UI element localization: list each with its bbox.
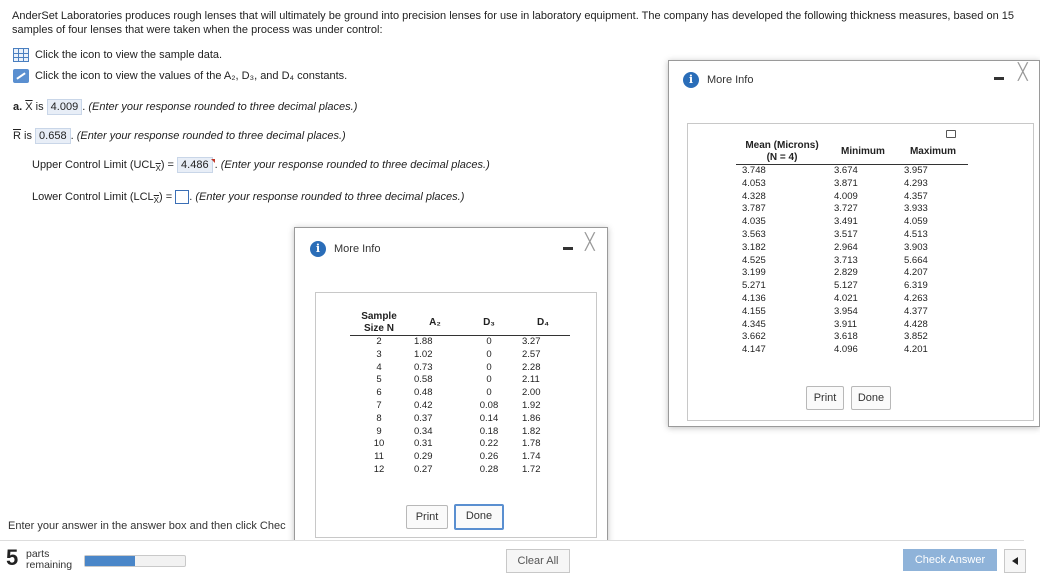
table-cell: 2.28 bbox=[522, 361, 541, 373]
sample-data-link-row[interactable] bbox=[13, 48, 222, 62]
table-icon[interactable] bbox=[13, 48, 29, 62]
table-cell: 1.86 bbox=[522, 412, 541, 424]
print-button[interactable]: Print bbox=[806, 386, 844, 410]
lcl-hint: (Enter your response rounded to three decimal places.) bbox=[195, 190, 465, 203]
sample-data-table bbox=[736, 140, 968, 357]
dialog-header bbox=[669, 63, 1039, 97]
table-cell: 4.136 bbox=[742, 292, 766, 304]
table-cell: 3.563 bbox=[742, 228, 766, 240]
error-marker-icon bbox=[211, 159, 215, 163]
table-cell: 4.009 bbox=[834, 190, 858, 202]
question-ucl: Upper Control Limit $(UCL_{\overline{X}}) = 4.486$ . (Enter your response rounded to three decimal places.) bbox=[32, 159, 490, 174]
table-cell: 2.00 bbox=[522, 387, 541, 399]
table-cell: 5.664 bbox=[904, 254, 928, 266]
xbar-hint: (Enter your response rounded to three decimal places.) bbox=[88, 101, 358, 113]
table-cell: 4.021 bbox=[834, 292, 858, 304]
clear-all-button[interactable]: Clear All bbox=[506, 549, 570, 573]
progress-fill bbox=[85, 556, 135, 566]
copy-icon[interactable] bbox=[946, 130, 956, 138]
table-cell: 1.82 bbox=[522, 425, 541, 437]
lcl-subscript: X bbox=[153, 196, 159, 206]
rbar-answer[interactable]: 0.658 bbox=[35, 128, 71, 144]
table-row bbox=[350, 336, 570, 349]
table-cell: 5 bbox=[376, 374, 382, 386]
part-label: a. bbox=[13, 101, 23, 113]
table-cell: 10 bbox=[373, 438, 385, 450]
table-cell: 3.27 bbox=[522, 336, 541, 347]
print-button[interactable]: Print bbox=[406, 505, 448, 529]
table-cell: 0 bbox=[486, 336, 492, 347]
table-cell: 1.88 bbox=[414, 336, 433, 347]
table-cell: 3.618 bbox=[834, 331, 858, 343]
table-cell: 4.147 bbox=[742, 344, 766, 356]
table-cell: 7 bbox=[376, 399, 382, 411]
sample-data-panel bbox=[687, 123, 1034, 421]
table-cell: 3.662 bbox=[742, 331, 766, 343]
xbar-answer[interactable]: 4.009 bbox=[47, 99, 83, 115]
table-cell: 3.957 bbox=[904, 165, 928, 176]
table-cell: 1.92 bbox=[522, 399, 541, 411]
table-cell: 2 bbox=[376, 336, 382, 347]
is-text: is bbox=[35, 101, 44, 113]
previous-arrow-icon[interactable] bbox=[1004, 549, 1026, 573]
parts-label bbox=[26, 549, 72, 571]
table-cell: 0 bbox=[486, 361, 492, 373]
table-row bbox=[350, 362, 570, 375]
table-row bbox=[350, 400, 570, 413]
table-row bbox=[736, 331, 968, 344]
table-cell: 12 bbox=[373, 463, 385, 475]
table-row bbox=[350, 438, 570, 451]
table-cell: 0.48 bbox=[414, 387, 433, 399]
close-icon[interactable]: ╳ bbox=[1018, 64, 1028, 81]
constants-panel bbox=[315, 292, 597, 538]
table-cell: 0.26 bbox=[479, 451, 499, 463]
table-cell: 1.72 bbox=[522, 463, 541, 475]
table-cell: 4.053 bbox=[742, 177, 766, 189]
table-cell: 3.954 bbox=[834, 305, 858, 317]
xbar-symbol: $\overline{X}$ bbox=[25, 101, 33, 113]
sample-data-rows bbox=[736, 165, 968, 357]
constants-link[interactable]: Click the icon to view the values of the A₂, D₃, and D₄ constants. bbox=[35, 70, 348, 82]
column-header: D₄ bbox=[516, 311, 570, 336]
edit-icon[interactable] bbox=[13, 69, 29, 83]
table-cell: 3.491 bbox=[834, 216, 858, 228]
table-cell: 5.271 bbox=[742, 280, 766, 292]
table-cell: 4.428 bbox=[904, 318, 928, 330]
lcl-close: ) = bbox=[159, 190, 173, 203]
rbar-hint: (Enter your response rounded to three decimal places.) bbox=[76, 130, 346, 142]
info-icon: i bbox=[310, 241, 326, 257]
ucl-hint: (Enter your response rounded to three decimal places.) bbox=[220, 159, 490, 171]
table-cell: 0.34 bbox=[414, 425, 433, 437]
ucl-answer[interactable]: 4.486 bbox=[177, 157, 213, 173]
table-row bbox=[736, 229, 968, 242]
table-cell: 4.293 bbox=[904, 177, 928, 189]
constants-table bbox=[350, 311, 570, 477]
table-cell: 0.31 bbox=[414, 438, 433, 450]
more-info-dialog-samples bbox=[668, 60, 1040, 427]
table-cell: 4.096 bbox=[834, 344, 858, 356]
lcl-label: Lower Control Limit (LCL bbox=[32, 190, 154, 203]
table-cell: 4.155 bbox=[742, 305, 766, 317]
table-row bbox=[736, 267, 968, 280]
table-cell: 3.911 bbox=[834, 318, 858, 330]
table-cell: 3.903 bbox=[904, 241, 928, 253]
table-row bbox=[350, 464, 570, 477]
dialog-title: More Info bbox=[334, 243, 381, 255]
ucl-subscript: X bbox=[155, 164, 161, 174]
table-cell: 4.513 bbox=[904, 228, 928, 240]
table-cell: 4.263 bbox=[904, 292, 928, 304]
rbar-symbol: $\overline{R}$ bbox=[13, 130, 21, 142]
table-cell: 0.08 bbox=[479, 399, 499, 411]
table-cell: 3.852 bbox=[904, 331, 928, 343]
table-cell: 0.73 bbox=[414, 361, 433, 373]
table-row bbox=[736, 191, 968, 204]
table-cell: 4.345 bbox=[742, 318, 766, 330]
table-cell: 3.182 bbox=[742, 241, 766, 253]
table-cell: 0.14 bbox=[479, 412, 499, 424]
instruction-text: Enter your answer in the answer box and then click Chec bbox=[8, 520, 286, 532]
ucl-close: ) = bbox=[160, 159, 174, 171]
column-header: Mean (Microns) (N = 4) bbox=[736, 140, 828, 165]
parts-label-line-2: remaining bbox=[26, 559, 73, 571]
table-row bbox=[736, 178, 968, 191]
table-cell: 3.713 bbox=[834, 254, 858, 266]
parts-count: 5 bbox=[6, 545, 19, 570]
table-cell: 3.871 bbox=[834, 177, 858, 189]
table-row bbox=[350, 374, 570, 387]
table-cell: 3.517 bbox=[834, 228, 858, 240]
table-cell: 3.787 bbox=[742, 203, 766, 215]
table-cell: 2.964 bbox=[834, 241, 858, 253]
table-cell: 0.18 bbox=[479, 425, 499, 437]
table-cell: 4.201 bbox=[904, 344, 928, 356]
sample-data-link[interactable]: Click the icon to view the sample data. bbox=[35, 49, 223, 61]
table-cell: 4.525 bbox=[742, 254, 766, 266]
table-cell: 6 bbox=[376, 387, 382, 399]
table-cell: 0.58 bbox=[414, 374, 433, 386]
table-cell: 4.035 bbox=[742, 216, 766, 228]
table-cell: 2.11 bbox=[522, 374, 540, 386]
close-icon[interactable]: ╳ bbox=[585, 234, 595, 251]
table-cell: 1.74 bbox=[522, 451, 541, 463]
table-cell: 0.22 bbox=[479, 438, 499, 450]
table-row bbox=[736, 306, 968, 319]
minimize-icon[interactable] bbox=[563, 247, 573, 250]
is-text: is bbox=[24, 130, 32, 142]
table-cell: 0.37 bbox=[414, 412, 433, 424]
table-cell: 8 bbox=[376, 412, 382, 424]
table-cell: 0.27 bbox=[414, 463, 433, 475]
table-cell: 3.199 bbox=[742, 267, 766, 279]
table-cell: 0 bbox=[486, 387, 492, 399]
table-cell: 3 bbox=[376, 348, 382, 360]
info-icon: i bbox=[683, 72, 699, 88]
parts-label-line-1: parts bbox=[26, 548, 50, 560]
table-cell: 0.28 bbox=[479, 463, 499, 475]
question-xbar: a. $\overline{X}$ is 4.009 . (Enter your response rounded to three decimal places.) bbox=[13, 101, 358, 113]
table-row bbox=[736, 280, 968, 293]
table-cell: 4 bbox=[376, 361, 382, 373]
table-row bbox=[350, 349, 570, 362]
column-header: Sample Size N bbox=[350, 311, 408, 336]
table-cell: 5.127 bbox=[834, 280, 858, 292]
table-row bbox=[736, 203, 968, 216]
progress-bar bbox=[84, 555, 186, 567]
more-info-dialog-constants bbox=[294, 227, 608, 545]
table-row bbox=[350, 451, 570, 464]
table-cell: 3.674 bbox=[834, 165, 858, 176]
table-cell: 4.207 bbox=[904, 267, 928, 279]
ucl-label: Upper Control Limit (UCL bbox=[32, 159, 156, 171]
minimize-icon[interactable] bbox=[994, 77, 1004, 80]
table-cell: 3.727 bbox=[834, 203, 858, 215]
table-cell: 9 bbox=[376, 425, 382, 437]
table-row bbox=[736, 255, 968, 268]
table-cell: 0 bbox=[486, 348, 492, 360]
done-button[interactable]: Done bbox=[454, 504, 504, 530]
table-cell: 2.57 bbox=[522, 348, 541, 360]
column-header: D₃ bbox=[462, 311, 516, 336]
table-cell: 4.377 bbox=[904, 305, 928, 317]
column-header: Maximum bbox=[898, 140, 968, 165]
table-cell: 1.02 bbox=[414, 348, 433, 360]
table-cell: 0 bbox=[486, 374, 492, 386]
question-rbar: $\overline{R}$ is 0.658 . (Enter your response rounded to three decimal places.) bbox=[13, 130, 346, 142]
table-row bbox=[736, 242, 968, 255]
dialog-title: More Info bbox=[707, 74, 754, 86]
table-row bbox=[350, 413, 570, 426]
table-row bbox=[736, 344, 968, 357]
table-cell: 11 bbox=[374, 451, 384, 463]
table-row bbox=[350, 387, 570, 400]
table-cell: 0.42 bbox=[414, 399, 433, 411]
problem-statement: AnderSet Laboratories produces rough lenses that will ultimately be ground into precision lenses for use in laboratory equipment. The company has developed the following thickness measures, based on 15 samples of four lenses that were taken when the process was under control: bbox=[12, 10, 1014, 36]
question-lcl: Lower Control Limit $(LCL_{\overline{X}})$ = . (Enter your response rounded to three decimal places.) bbox=[32, 190, 465, 206]
table-row bbox=[736, 216, 968, 229]
constants-link-row[interactable] bbox=[13, 69, 347, 83]
table-row bbox=[736, 319, 968, 332]
table-row bbox=[736, 165, 968, 178]
table-row bbox=[350, 426, 570, 439]
lcl-answer-input[interactable] bbox=[175, 190, 189, 204]
table-cell: 6.319 bbox=[904, 280, 928, 292]
column-header: Minimum bbox=[828, 140, 898, 165]
table-cell: 2.829 bbox=[834, 267, 858, 279]
column-header: A₂ bbox=[408, 311, 462, 336]
table-cell: 0.29 bbox=[414, 451, 433, 463]
dialog-header bbox=[295, 232, 607, 266]
table-cell: 1.78 bbox=[522, 438, 541, 450]
table-cell: 4.328 bbox=[742, 190, 766, 202]
check-answer-button[interactable]: Check Answer bbox=[903, 549, 997, 571]
done-button[interactable]: Done bbox=[851, 386, 891, 410]
table-row bbox=[736, 293, 968, 306]
table-cell: 4.059 bbox=[904, 216, 928, 228]
table-cell: 4.357 bbox=[904, 190, 928, 202]
table-cell: 3.748 bbox=[742, 165, 766, 176]
table-cell: 3.933 bbox=[904, 203, 928, 215]
constants-rows bbox=[350, 336, 570, 477]
